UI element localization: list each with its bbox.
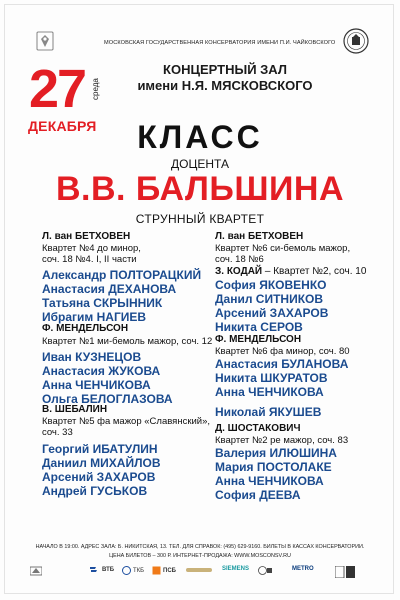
work-title-line: Квартет №1 ми-бемоль мажор, соч. 12 xyxy=(42,336,213,347)
composer-name: Ф. МЕНДЕЛЬСОН xyxy=(215,334,302,345)
work-title-line: Квартет №4 до минор, xyxy=(42,243,141,254)
composer-name: В. ШЕБАЛИН xyxy=(42,404,108,415)
performer-name: София ДЕЕВА xyxy=(215,488,301,502)
brand-wordmark-icon xyxy=(186,566,212,574)
performer-name: Ольга БЕЛОГЛАЗОВА xyxy=(42,392,173,406)
sponsor-logo xyxy=(258,566,272,575)
sponsor-logo xyxy=(30,566,42,576)
performer-name: Арсений ЗАХАРОВ xyxy=(215,306,329,320)
work-title-line: Квартет №6 фа минор, соч. 80 xyxy=(215,346,350,357)
work-title-line: соч. 18 №4. I, II части xyxy=(42,254,137,265)
composer-line xyxy=(215,266,395,278)
performer-name: Анастасия ЖУКОВА xyxy=(42,364,161,378)
sponsor-logo-tkb xyxy=(122,566,144,575)
composer-name: Д. ШОСТАКОВИЧ xyxy=(215,423,301,434)
yamaha-logo-icon xyxy=(258,566,272,575)
psb-logo-icon xyxy=(152,566,161,575)
performer-name: София ЯКОВЕНКО xyxy=(215,278,327,292)
performer-name: Александр ПОЛТОРАЦКИЙ xyxy=(42,268,202,282)
sponsor-logo xyxy=(335,566,355,578)
program-item xyxy=(42,404,222,498)
bank-emblem-icon xyxy=(30,566,42,576)
program-item xyxy=(215,334,395,419)
title-ensemble: СТРУННЫЙ КВАРТЕТ xyxy=(135,212,265,226)
program-item xyxy=(215,266,395,334)
performer-name: Ибрагим НАГИЕВ xyxy=(42,310,147,324)
sponsor-name: ТКБ xyxy=(133,567,145,574)
performer-name: Мария ПОСТОЛАКЕ xyxy=(215,460,332,474)
performer-name: Анастасия ДЕХАНОВА xyxy=(42,282,177,296)
organization-name: МОСКОВСКАЯ ГОСУДАРСТВЕННАЯ КОНСЕРВАТОРИЯ ИМЕНИ П.И. ЧАЙКОВСКОГО xyxy=(104,40,336,46)
venue-line-2: имени Н.Я. МЯСКОВСКОГО xyxy=(137,78,313,93)
title-teacher-name: В.В. БАЛЬШИНА xyxy=(55,170,345,208)
media-partner-logo-icon xyxy=(335,566,355,578)
title-docent: ДОЦЕНТА xyxy=(171,157,229,171)
work-title-line: соч. 18 №6 xyxy=(215,254,264,265)
sponsor-logo xyxy=(186,566,212,574)
program-item xyxy=(42,323,222,406)
program-item xyxy=(215,231,395,265)
performer-name: Андрей ГУСЬКОВ xyxy=(42,484,148,498)
work-title-line: Квартет №5 фа мажор «Славянский», xyxy=(42,416,211,427)
sponsor-name: SIEMENS xyxy=(222,566,250,572)
program-item xyxy=(215,423,395,502)
work-title-inline: – Квартет №2, соч. 10 xyxy=(262,266,367,277)
sponsor-logo-psb xyxy=(152,566,176,575)
venue-line-1: КОНЦЕРТНЫЙ ЗАЛ xyxy=(163,62,287,77)
sponsor-logo-metro xyxy=(292,566,314,572)
conservatory-seal-icon xyxy=(343,28,369,54)
date-weekday: среда xyxy=(91,78,100,100)
sponsor-name: ВТБ xyxy=(102,567,115,573)
work-title-line: Квартет №2 ре мажор, соч. 83 xyxy=(215,435,349,446)
date-day: 27 xyxy=(29,59,86,119)
composer-name: Л. ван БЕТХОВЕН xyxy=(215,231,304,242)
performer-name: Никита ШКУРАТОВ xyxy=(215,371,328,385)
performer-name: Анастасия БУЛАНОВА xyxy=(215,357,349,371)
performer-name: Георгий ИБАТУЛИН xyxy=(42,442,158,456)
composer-name: З. КОДАЙ xyxy=(215,266,263,277)
performer-name: Валерия ИЛЮШИНА xyxy=(215,446,337,460)
vtb-logo-icon xyxy=(90,566,100,574)
work-title-line: соч. 33 xyxy=(42,427,73,438)
ministry-emblem-icon xyxy=(34,30,56,52)
title-klass: КЛАСС xyxy=(137,119,263,155)
performer-name: Даниил МИХАЙЛОВ xyxy=(42,456,161,470)
tkb-logo-icon xyxy=(122,566,131,575)
performer-name: Анна ЧЕНЧИКОВА xyxy=(215,385,324,399)
performer-name: Николай ЯКУШЕВ xyxy=(215,405,322,419)
date-month: ДЕКАБРЯ xyxy=(28,118,97,134)
work-title-line: Квартет №6 си-бемоль мажор, xyxy=(215,243,351,254)
sponsor-name: ПСБ xyxy=(163,567,176,574)
performer-name: Татьяна СКРЫННИК xyxy=(42,296,163,310)
program-item xyxy=(42,231,222,324)
sponsor-logos xyxy=(30,566,375,580)
performer-name: Иван КУЗНЕЦОВ xyxy=(42,350,142,364)
performer-name: Данил СИТНИКОВ xyxy=(215,292,324,306)
footer-info-line-2: ЦЕНА БИЛЕТОВ – 300 Р. ИНТЕРНЕТ-ПРОДАЖА: WWW.MOSCONSV.RU xyxy=(109,553,291,559)
performer-name: Анна ЧЕНЧИКОВА xyxy=(215,474,324,488)
composer-name: Л. ван БЕТХОВЕН xyxy=(42,231,131,242)
performer-name: Никита СЕРОВ xyxy=(215,320,303,334)
performer-name: Арсений ЗАХАРОВ xyxy=(42,470,156,484)
composer-name: Ф. МЕНДЕЛЬСОН xyxy=(42,323,129,334)
sponsor-name: METRO xyxy=(292,566,314,572)
sponsor-logo-vtb xyxy=(90,566,114,574)
sponsor-logo-siemens xyxy=(222,566,249,572)
performer-name: Анна ЧЕНЧИКОВА xyxy=(42,378,151,392)
footer-info-line-1: НАЧАЛО В 19:00. АДРЕС ЗАЛА: Б. НИКИТСКАЯ, 13. ТЕЛ. ДЛЯ СПРАВОК: (495) 629-9160. БИЛЕТЫ В КАССАХ КОНСЕРВАТОРИИ. xyxy=(35,544,365,550)
